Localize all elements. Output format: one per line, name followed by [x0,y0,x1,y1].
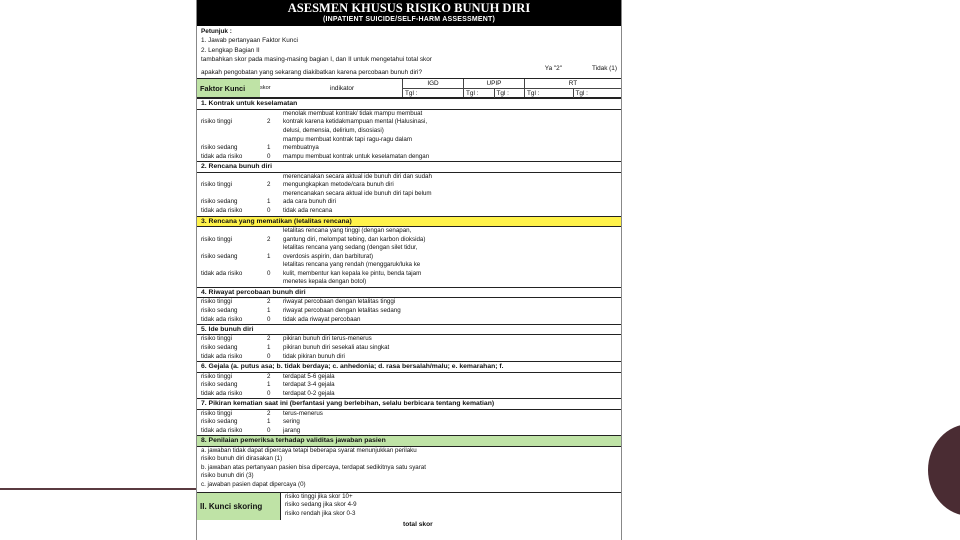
criteria-row [197,335,621,344]
kunci-value: risiko tinggi jika skor 10+ [285,492,353,500]
total-skor-label: total skor [403,520,433,528]
instruction-line: 2. Lengkap Bagian II [201,46,260,54]
risk-level [197,244,267,253]
section-title: 7. Pikiran kematian saat ini (berfantasi yang berlebihan, selalu berbicara tentang kematian) [197,398,621,409]
risk-score [267,244,283,253]
section-title: 1. Kontrak untuk keselamatan [197,98,621,109]
criteria-row [197,244,621,253]
risk-level: risiko sedang [201,198,238,206]
risk-level: tidak ada risiko [201,389,243,397]
risk-score [267,127,283,136]
header-indikator: indikator [329,84,355,92]
criteria-row [197,410,621,419]
risk-score [267,136,283,145]
criteria-row [197,381,621,390]
indicator-text: sering [283,418,300,426]
indicator-text: jarang [283,426,301,434]
form-banner [197,0,621,26]
indicator-text: tidak ada rencana [283,207,333,215]
risk-score: 2 [267,118,271,126]
criteria-row [197,270,621,279]
kunci-skoring [197,492,621,520]
risk-level [197,173,267,182]
instruction-line: Petunjuk : [201,28,232,35]
section-8-line: c. jawaban pasien dapat dipercaya (0) [201,481,306,489]
decorative-circle [928,424,960,516]
indicator-text: tidak pikiran bunuh diri [283,352,345,360]
risk-level [197,227,267,236]
risk-level: risiko sedang [201,306,238,314]
decorative-line [0,488,196,490]
indicator-text: mampu membuat kontrak untuk keselamatan dengan [283,152,430,160]
risk-level: tidak ada risiko [201,269,243,277]
indicator-text: letalitas rencana yang tinggi (dengan senapan, [283,226,412,234]
indicator-text: gantung diri, melompat tebing, dan karbon dioksida) [283,235,426,243]
indicator-text: menetes kepala dengan botol) [283,278,367,286]
risk-score: 2 [267,372,271,380]
risk-score: 2 [267,181,271,189]
risk-score [267,261,283,270]
indicator-text: mengungkapkan metode/cara bunuh diri [283,181,394,189]
header-rt-tgl-1: Tgl : [527,90,540,98]
section-8-line: risiko bunuh diri dirasakan (1) [201,455,283,463]
risk-score [267,227,283,236]
risk-score: 0 [267,269,271,277]
risk-score: 2 [267,235,271,243]
criteria-row [197,207,621,216]
criteria-row [197,253,621,262]
instructions [197,26,621,78]
risk-level: tidak ada risiko [201,152,243,160]
criteria-row [197,181,621,190]
risk-level [197,127,267,136]
criteria-row [197,227,621,236]
criteria-row [197,144,621,153]
risk-level: risiko tinggi [201,181,232,189]
risk-level: risiko tinggi [201,409,232,417]
section-8-line: b. jawaban atas pertanyaan pasien bisa dipercaya, terdapat sedikitnya satu syarat [201,463,426,471]
risk-level: risiko sedang [201,418,238,426]
risk-score: 1 [267,252,271,260]
section-8-body [197,447,621,490]
risk-score: 1 [267,144,271,152]
indicator-text: terdapat 0-2 gejala [283,389,335,397]
indicator-text: terdapat 5-6 gejala [283,372,335,380]
indicator-text: letalitas rencana yang rendah (menggaruk/luka ke [283,261,421,269]
risk-score [267,173,283,182]
header-upip: UPIP [464,79,524,89]
risk-level: risiko tinggi [201,298,232,306]
criteria-row [197,153,621,162]
form-title: ASESMEN KHUSUS RISIKO BUNUH DIRI [287,1,531,15]
indicator-text: kulit, membentur kan kepala ke pintu, benda tajam [283,269,422,277]
criteria-row [197,110,621,119]
indicator-text: terdapat 3-4 gejala [283,381,335,389]
risk-level [197,136,267,145]
risk-level: risiko sedang [201,381,238,389]
risk-score [267,278,283,287]
risk-level [197,110,267,119]
risk-score [267,110,283,119]
section-8-title: 8. Penilaian pemeriksa terhadap validitas jawaban pasien [197,435,621,446]
indicator-text: delusi, demensia, delirium, disosiasi) [283,126,384,134]
header-rt: RT [525,79,621,89]
criteria-row [197,198,621,207]
kunci-value: risiko sedang jika skor 4-9 [285,501,357,509]
kunci-skoring-label: II. Kunci skoring [197,493,280,520]
section-title: 2. Rencana bunuh diri [197,161,621,172]
indicator-text: merencanakan secara aktual ide bunuh diri dan sudah [283,172,432,180]
risk-score: 1 [267,306,271,314]
risk-level: tidak ada risiko [201,207,243,215]
risk-level: tidak ada risiko [201,426,243,434]
risk-score: 1 [267,418,271,426]
answer-no-option[interactable]: Tidak (1) [592,65,617,73]
header-skor: skor [260,85,271,92]
risk-level: risiko sedang [201,252,238,260]
indicator-text: menolak membuat kontrak/ tidak mampu membuat [283,109,423,117]
instruction-question: apakah pengobatan yang sekarang diakibatkan karena percobaan bunuh diri? [201,69,423,77]
kunci-value: risiko rendah jika skor 0-3 [285,509,356,517]
criteria-row [197,418,621,427]
criteria-row [197,307,621,316]
indicator-text: merencanakan secara aktual ide bunuh diri tapi belum [283,189,432,197]
section-8-line: risiko bunuh diri (3) [201,472,254,480]
risk-level: risiko sedang [201,144,238,152]
header-igd: IGD [427,80,439,88]
risk-score: 2 [267,298,271,306]
criteria-row [197,344,621,353]
criteria-row [197,427,621,436]
indicator-text: mampu membuat kontrak tapi ragu-ragu dalam [283,135,412,143]
criteria-row [197,261,621,270]
criteria-row [197,353,621,362]
header-group-rt [524,79,621,97]
risk-level [197,278,267,287]
indicator-text: riwayat percobaan dengan letalitas sedang [283,306,401,314]
criteria-row [197,373,621,382]
header-rt-tgl-2: Tgl : [573,89,622,98]
risk-level: risiko tinggi [201,372,232,380]
indicator-text: letalitas rencana yang sedang (dengan silet tidur, [283,244,418,252]
section-title: 6. Gejala (a. putus asa; b. tidak berdaya; c. anhedonia; d. rasa bersalah/malu; e. kemarahan; f. [197,361,621,372]
form-subtitle: (INPATIENT SUICIDE/SELF-HARM ASSESSMENT) [323,16,495,23]
table-header [197,78,621,98]
risk-score: 0 [267,352,271,360]
header-igd-tgl: Tgl : [405,90,418,98]
risk-score: 0 [267,426,271,434]
risk-score: 1 [267,198,271,206]
header-faktor-kunci: Faktor Kunci [197,79,260,97]
risk-level: risiko tinggi [201,235,232,243]
header-group-upip [463,79,524,97]
indicator-text: overdosis aspirin, dan barbiturat) [283,252,374,260]
criteria-row [197,390,621,399]
section-title: 5. Ide bunuh diri [197,324,621,335]
risk-level: risiko tinggi [201,118,232,126]
indicator-text: ada cara bunuh diri [283,198,336,206]
criteria-row [197,316,621,325]
criteria-row [197,236,621,245]
risk-level: tidak ada risiko [201,315,243,323]
criteria-sections [197,98,621,435]
risk-score: 1 [267,344,271,352]
indicator-text: membuatnya [283,144,319,152]
risk-level: risiko sedang [201,344,238,352]
indicator-text: terus-menerus [283,409,323,417]
risk-level: risiko tinggi [201,335,232,343]
risk-score: 1 [267,381,271,389]
risk-score: 0 [267,152,271,160]
section-title: 3. Rencana yang mematikan (letalitas rencana) [197,216,621,227]
risk-score [267,190,283,199]
section-title: 4. Riwayat percobaan bunuh diri [197,287,621,298]
risk-score: 2 [267,409,271,417]
kunci-skoring-values [280,493,357,520]
criteria-row [197,190,621,199]
risk-level: tidak ada risiko [201,352,243,360]
indicator-text: tidak ada riwayat percobaan [283,315,361,323]
risk-level [197,261,267,270]
header-group-igd-upip [402,79,463,97]
instruction-line: 1. Jawab pertanyaan Faktor Kunci [201,37,298,45]
criteria-row [197,118,621,127]
section-8-line: a. jawaban tidak dapat dipercaya tetapi beberapa syarat menunjukkan perilaku [201,446,417,454]
criteria-row [197,127,621,136]
indicator-text: riwayat percobaan dengan letalitas tinggi [283,298,396,306]
assessment-form [196,0,622,540]
criteria-row [197,278,621,287]
indicator-text: kontrak karena ketidakmampuan mental (Halusinasi, [283,118,428,126]
criteria-row [197,173,621,182]
risk-score: 2 [267,335,271,343]
header-upip-tgl-2: Tgl : [494,89,525,98]
risk-score: 0 [267,207,271,215]
indicator-text: pikiran bunuh diri sesekali atau singkat [283,344,390,352]
risk-score: 0 [267,389,271,397]
criteria-row [197,298,621,307]
header-upip-tgl-1: Tgl : [466,90,479,98]
risk-level [197,190,267,199]
answer-yes-option[interactable]: Ya "2" [544,65,563,73]
indicator-text: pikiran bunuh diri terus-menerus [283,335,372,343]
criteria-row [197,136,621,145]
instruction-line: tambahkan skor pada masing-masing bagian I, dan II untuk mengetahui total skor [201,55,432,63]
risk-score: 0 [267,315,271,323]
